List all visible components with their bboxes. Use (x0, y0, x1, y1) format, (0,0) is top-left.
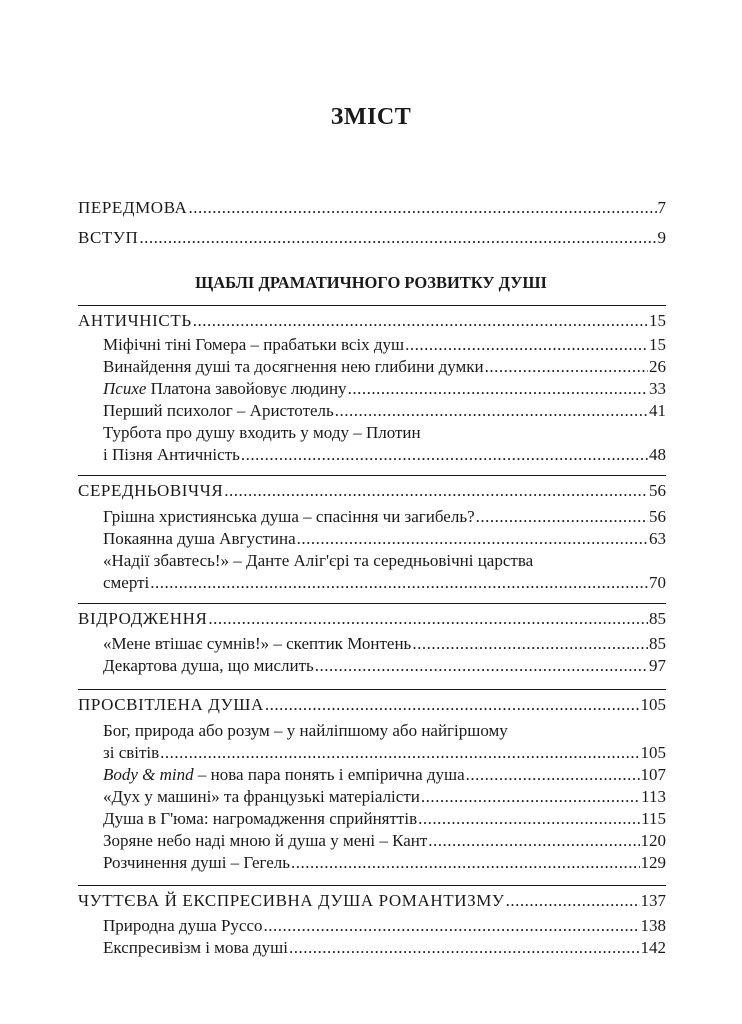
toc-part-antiquity (78, 310, 666, 332)
toc-entry (103, 378, 666, 400)
toc-part-page: 85 (649, 609, 666, 628)
toc-part-label: СЕРЕДНЬОВІЧЧЯ (78, 481, 224, 500)
leader-dots (291, 852, 639, 874)
toc-entry-label: Грішна християнська душа – спасіння чи загибель? (103, 507, 475, 526)
toc-entry-label: ПЕРЕДМОВА (78, 198, 188, 217)
toc-entry-label: Покаянна душа Августина (103, 529, 296, 548)
leader-dots (297, 528, 648, 550)
page-title: ЗМІСТ (330, 104, 412, 130)
toc-entry-label: «Мене втішає сумнів!» – скептик Монтень (103, 634, 412, 653)
toc-part-romanticism (78, 890, 666, 912)
toc-entry-label: Експресивізм і мова душі (103, 938, 288, 957)
toc-entry-page: 70 (649, 573, 666, 592)
leader-dots (421, 786, 640, 808)
leader-dots (348, 378, 648, 400)
toc-entry (103, 528, 666, 550)
leader-dots (139, 227, 656, 249)
leader-dots (150, 572, 648, 594)
toc-entry (103, 334, 666, 356)
section-divider (78, 475, 666, 476)
leader-dots (208, 608, 648, 630)
section-divider (78, 305, 666, 306)
leader-dots (418, 808, 640, 830)
leader-dots (335, 400, 648, 422)
leader-dots (265, 694, 640, 716)
toc-entry-page: 129 (640, 853, 666, 872)
toc-part-page: 105 (640, 695, 666, 714)
toc-entry-label: Душа в Г'юма: нагромадження сприйняттів (103, 809, 418, 828)
toc-entry-page: 97 (649, 656, 666, 675)
leader-dots (193, 310, 648, 332)
toc-part-enlightened-soul (78, 694, 666, 716)
toc-entry-introduction (78, 227, 666, 249)
toc-entry-page: 138 (640, 916, 666, 935)
toc-entry-line1: Бог, природа або розум – у найліпшому або найгіршому (103, 721, 508, 740)
leader-dots (224, 480, 648, 502)
toc-entry (103, 764, 666, 786)
toc-part-label: АНТИЧНІСТЬ (78, 311, 192, 330)
toc-entry-foreword (78, 197, 666, 219)
toc-part-page: 137 (640, 891, 666, 910)
leader-dots (315, 655, 648, 677)
toc-entry-page: 107 (640, 765, 666, 784)
toc-entry-page: 48 (649, 445, 666, 464)
section-heading: ЩАБЛІ ДРАМАТИЧНОГО РОЗВИТКУ ДУШІ (195, 273, 547, 292)
toc-entry-page: 105 (640, 743, 666, 762)
toc-part-label: ЧУТТЄВА Й ЕКСПРЕСИВНА ДУША РОМАНТИЗМУ (78, 891, 505, 910)
toc-entry-label: ВСТУП (78, 228, 139, 247)
toc-entry-label: і Пізня Античність (103, 445, 240, 464)
leader-dots (466, 764, 640, 786)
toc-entry-italic-term: Body & mind (103, 765, 194, 784)
leader-dots (188, 197, 656, 219)
toc-entry (103, 852, 666, 874)
toc-entry-italic-term: Психе (103, 379, 147, 398)
toc-entry-label: Декартова душа, що мислить (103, 656, 314, 675)
section-divider (78, 603, 666, 604)
toc-entry (103, 655, 666, 677)
toc-entry (103, 786, 666, 808)
toc-entry-label: Розчинення душі – Гегель (103, 853, 291, 872)
toc-entry-page: 33 (649, 379, 666, 398)
leader-dots (405, 334, 648, 356)
toc-entry (103, 356, 666, 378)
toc-part-middle-ages (78, 480, 666, 502)
toc-entry-label-rest: Платона завойовує людину (146, 379, 347, 398)
toc-entry (103, 937, 666, 959)
toc-entry-page: 26 (649, 357, 666, 376)
toc-entry-page: 85 (649, 634, 666, 653)
toc-entry-label: зі світів (103, 743, 160, 762)
toc-entry (103, 572, 666, 594)
toc-entry-label: Винайдення душі та досягнення нею глибини думки (103, 357, 484, 376)
toc-entry-page: 9 (657, 228, 666, 247)
toc-entry-label: Міфічні тіні Гомера – прабатьки всіх душ (103, 335, 405, 354)
toc-entry (103, 808, 666, 830)
toc-entry-line1: Турбота про душу входить у моду – Плотин (103, 423, 421, 442)
toc-entry-label: Зоряне небо наді мною й душа у мені – Кант (103, 831, 428, 850)
leader-dots (160, 742, 639, 764)
leader-dots (506, 890, 640, 912)
toc-part-page: 15 (649, 311, 666, 330)
toc-entry-line1: «Надії збавтесь!» – Данте Аліг'єрі та середньовічні царства (103, 551, 534, 570)
leader-dots (485, 356, 648, 378)
toc-entry-label (103, 378, 347, 400)
toc-entry-label-rest: – нова пара понять і емпірична душа (193, 765, 465, 784)
toc-entry (103, 400, 666, 422)
toc-part-renaissance (78, 608, 666, 630)
leader-dots (264, 915, 640, 937)
toc-entry-page: 56 (649, 507, 666, 526)
toc-entry (103, 506, 666, 528)
toc-part-label: ПРОСВІТЛЕНА ДУША (78, 695, 264, 714)
toc-entry-page: 15 (649, 335, 666, 354)
toc-entry-label: Природна душа Руссо (103, 916, 263, 935)
toc-entry-page: 115 (641, 809, 666, 828)
toc-entry-label (103, 764, 465, 786)
toc-entry-page: 113 (641, 787, 666, 806)
toc-entry (103, 742, 666, 764)
toc-entry-label: смерті (103, 573, 150, 592)
toc-entry-page: 120 (640, 831, 666, 850)
leader-dots (428, 830, 639, 852)
toc-entry-label: «Дух у машині» та французькі матеріалісти (103, 787, 420, 806)
leader-dots (476, 506, 648, 528)
toc-part-label: ВІДРОДЖЕННЯ (78, 609, 208, 628)
toc-entry (103, 830, 666, 852)
toc-entry-page: 142 (640, 938, 666, 957)
leader-dots (412, 633, 648, 655)
toc-entry-page: 41 (649, 401, 666, 420)
toc-entry-label: Перший психолог – Аристотель (103, 401, 334, 420)
toc-entry (103, 915, 666, 937)
section-divider (78, 885, 666, 886)
toc-entry (103, 633, 666, 655)
leader-dots (241, 444, 648, 466)
section-divider (78, 689, 666, 690)
toc-entry (103, 444, 666, 466)
toc-entry-page: 7 (657, 198, 666, 217)
leader-dots (289, 937, 640, 959)
toc-entry-page: 63 (649, 529, 666, 548)
toc-part-page: 56 (649, 481, 666, 500)
